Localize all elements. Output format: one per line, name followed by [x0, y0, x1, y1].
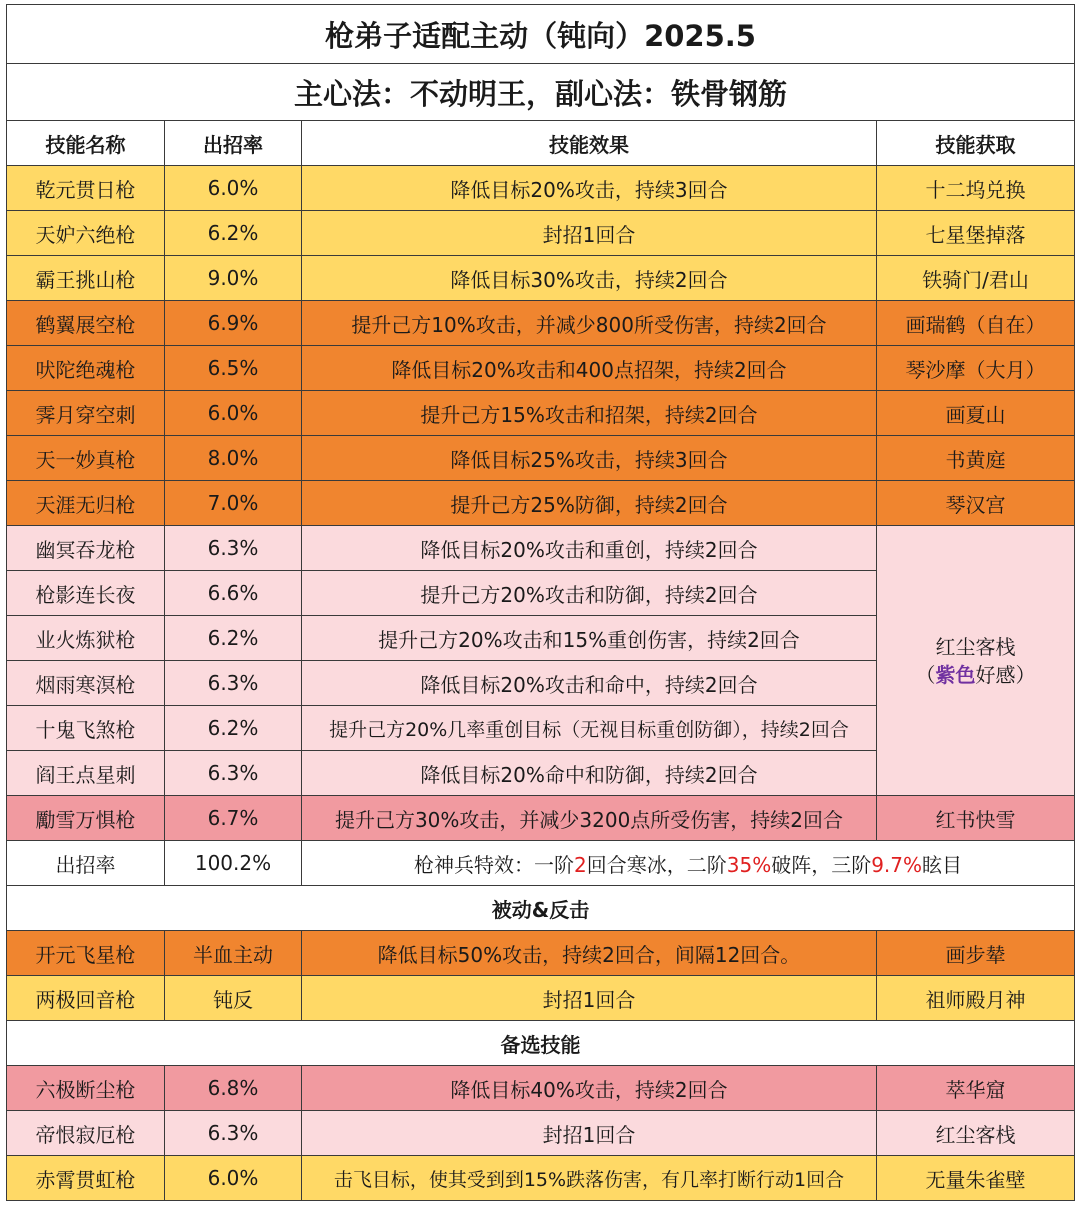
skill-rate: 7.0% [165, 481, 302, 526]
skill-name: 开元飞星枪 [7, 931, 165, 976]
skill-effect: 降低目标20%攻击和重创，持续2回合 [302, 526, 877, 571]
skill-effect: 降低目标40%攻击，持续2回合 [302, 1066, 877, 1111]
shared-source-note [879, 661, 1072, 689]
skill-name: 帝恨寂厄枪 [7, 1111, 165, 1156]
skill-name: 赤霄贯虹枪 [7, 1156, 165, 1201]
skill-rate: 6.0% [165, 1156, 302, 1201]
skill-name: 天一妙真枪 [7, 436, 165, 481]
skill-effect: 封招1回合 [302, 1111, 877, 1156]
purple-highlight: 紫色 [935, 662, 976, 687]
skill-source: 七星堡掉落 [877, 211, 1075, 256]
skill-effect: 封招1回合 [302, 211, 877, 256]
skill-effect: 降低目标20%攻击，持续3回合 [302, 166, 877, 211]
table-row [7, 976, 1075, 1021]
skill-name: 十鬼飞煞枪 [7, 706, 165, 751]
skill-rate: 6.6% [165, 571, 302, 616]
skill-source: 书黄庭 [877, 436, 1075, 481]
table-row [7, 211, 1075, 256]
skill-source: 萃华窟 [877, 1066, 1075, 1111]
skill-rate: 6.3% [165, 751, 302, 796]
weapon-effect-value: 2 [574, 852, 587, 877]
skill-rate: 8.0% [165, 436, 302, 481]
section-header [7, 886, 1075, 931]
skill-rate: 6.0% [165, 166, 302, 211]
total-value: 100.2% [165, 841, 302, 886]
table-row [7, 481, 1075, 526]
shared-source-cell [877, 526, 1075, 796]
shared-source-suffix: 好感） [975, 662, 1036, 687]
skill-name: 乾元贯日枪 [7, 166, 165, 211]
skill-effect: 击飞目标，使其受到到15%跌落伤害，有几率打断行动1回合 [302, 1156, 877, 1201]
header-effect: 技能效果 [302, 121, 877, 166]
header-source: 技能获取 [877, 121, 1075, 166]
section-header [7, 1021, 1075, 1066]
skill-name: 霸王挑山枪 [7, 256, 165, 301]
skill-rate: 6.9% [165, 301, 302, 346]
weapon-effect-value: 35% [726, 852, 772, 877]
skill-source: 红书快雪 [877, 796, 1075, 841]
skill-name: 业火炼狱枪 [7, 616, 165, 661]
skill-effect: 提升己方20%几率重创目标（无视目标重创防御），持续2回合 [302, 706, 877, 751]
weapon-effect-text: 破阵，三阶 [771, 852, 872, 877]
skill-source: 无量朱雀壁 [877, 1156, 1075, 1201]
skill-rate: 6.7% [165, 796, 302, 841]
header-rate: 出招率 [165, 121, 302, 166]
table-row [7, 1111, 1075, 1156]
skill-source: 画瑞鹤（自在） [877, 301, 1075, 346]
skill-effect: 降低目标20%命中和防御，持续2回合 [302, 751, 877, 796]
table-row [7, 166, 1075, 211]
skill-rate: 6.0% [165, 391, 302, 436]
skill-rate: 6.2% [165, 211, 302, 256]
skill-rate: 6.8% [165, 1066, 302, 1111]
skill-source: 画步辇 [877, 931, 1075, 976]
paren-open: （ [915, 662, 936, 687]
skill-rate: 6.5% [165, 346, 302, 391]
skill-name: 六极断尘枪 [7, 1066, 165, 1111]
skill-source: 铁骑门/君山 [877, 256, 1075, 301]
skill-effect: 提升己方25%防御，持续2回合 [302, 481, 877, 526]
table-row [7, 931, 1075, 976]
skill-effect: 降低目标50%攻击，持续2回合，间隔12回合。 [302, 931, 877, 976]
skill-effect: 提升己方15%攻击和招架，持续2回合 [302, 391, 877, 436]
skill-source: 琴沙摩（大月） [877, 346, 1075, 391]
shared-source-name: 红尘客栈 [935, 634, 1016, 659]
skill-rate: 6.3% [165, 1111, 302, 1156]
skill-table [6, 4, 1075, 1201]
table-row [7, 796, 1075, 841]
skill-name: 勵雪万惧枪 [7, 796, 165, 841]
header-name: 技能名称 [7, 121, 165, 166]
total-row [7, 841, 1075, 886]
skill-source: 祖师殿月神 [877, 976, 1075, 1021]
passive-section-title: 被动&反击 [7, 886, 1075, 931]
table-row [7, 1156, 1075, 1201]
alt-section-title: 备选技能 [7, 1021, 1075, 1066]
skill-name: 阎王点星刺 [7, 751, 165, 796]
skill-rate: 6.2% [165, 616, 302, 661]
table-row [7, 526, 1075, 571]
total-label: 出招率 [7, 841, 165, 886]
table-row [7, 301, 1075, 346]
weapon-effect-text: 回合寒冰，二阶 [586, 852, 727, 877]
skill-rate: 6.3% [165, 661, 302, 706]
skill-effect: 提升己方30%攻击，并减少3200点所受伤害，持续2回合 [302, 796, 877, 841]
skill-name: 烟雨寒溟枪 [7, 661, 165, 706]
skill-source: 红尘客栈 [877, 1111, 1075, 1156]
skill-rate: 钝反 [165, 976, 302, 1021]
skill-effect: 提升己方10%攻击，并减少800所受伤害，持续2回合 [302, 301, 877, 346]
skill-name: 天涯无归枪 [7, 481, 165, 526]
page-title: 枪弟子适配主动（钝向）2025.5 [7, 5, 1075, 64]
skill-effect: 降低目标30%攻击，持续2回合 [302, 256, 877, 301]
skill-source: 琴汉宫 [877, 481, 1075, 526]
skill-name: 枪影连长夜 [7, 571, 165, 616]
skill-rate: 9.0% [165, 256, 302, 301]
skill-effect: 提升己方20%攻击和15%重创伤害，持续2回合 [302, 616, 877, 661]
skill-name: 幽冥吞龙枪 [7, 526, 165, 571]
skill-effect: 提升己方20%攻击和防御，持续2回合 [302, 571, 877, 616]
table-row [7, 391, 1075, 436]
skill-rate: 6.3% [165, 526, 302, 571]
table-row [7, 436, 1075, 481]
table-row [7, 1066, 1075, 1111]
skill-effect: 封招1回合 [302, 976, 877, 1021]
weapon-effect-text: 眩目 [922, 852, 963, 877]
page-subtitle: 主心法：不动明王，副心法：铁骨钢筋 [7, 64, 1075, 121]
skill-effect: 降低目标25%攻击，持续3回合 [302, 436, 877, 481]
skill-rate: 6.2% [165, 706, 302, 751]
skill-name: 霁月穿空刺 [7, 391, 165, 436]
skill-name: 两极回音枪 [7, 976, 165, 1021]
table-row [7, 346, 1075, 391]
skill-source: 画夏山 [877, 391, 1075, 436]
skill-name: 鹤翼展空枪 [7, 301, 165, 346]
table-row [7, 256, 1075, 301]
skill-effect: 降低目标20%攻击和400点招架，持续2回合 [302, 346, 877, 391]
weapon-effect-value: 9.7% [871, 852, 923, 877]
header-row [7, 121, 1075, 166]
weapon-effect-text: 枪神兵特效：一阶 [414, 852, 575, 877]
weapon-effect [302, 841, 1075, 886]
skill-rate: 半血主动 [165, 931, 302, 976]
skill-name: 天妒六绝枪 [7, 211, 165, 256]
skill-effect: 降低目标20%攻击和命中，持续2回合 [302, 661, 877, 706]
skill-source: 十二坞兑换 [877, 166, 1075, 211]
skill-name: 吠陀绝魂枪 [7, 346, 165, 391]
